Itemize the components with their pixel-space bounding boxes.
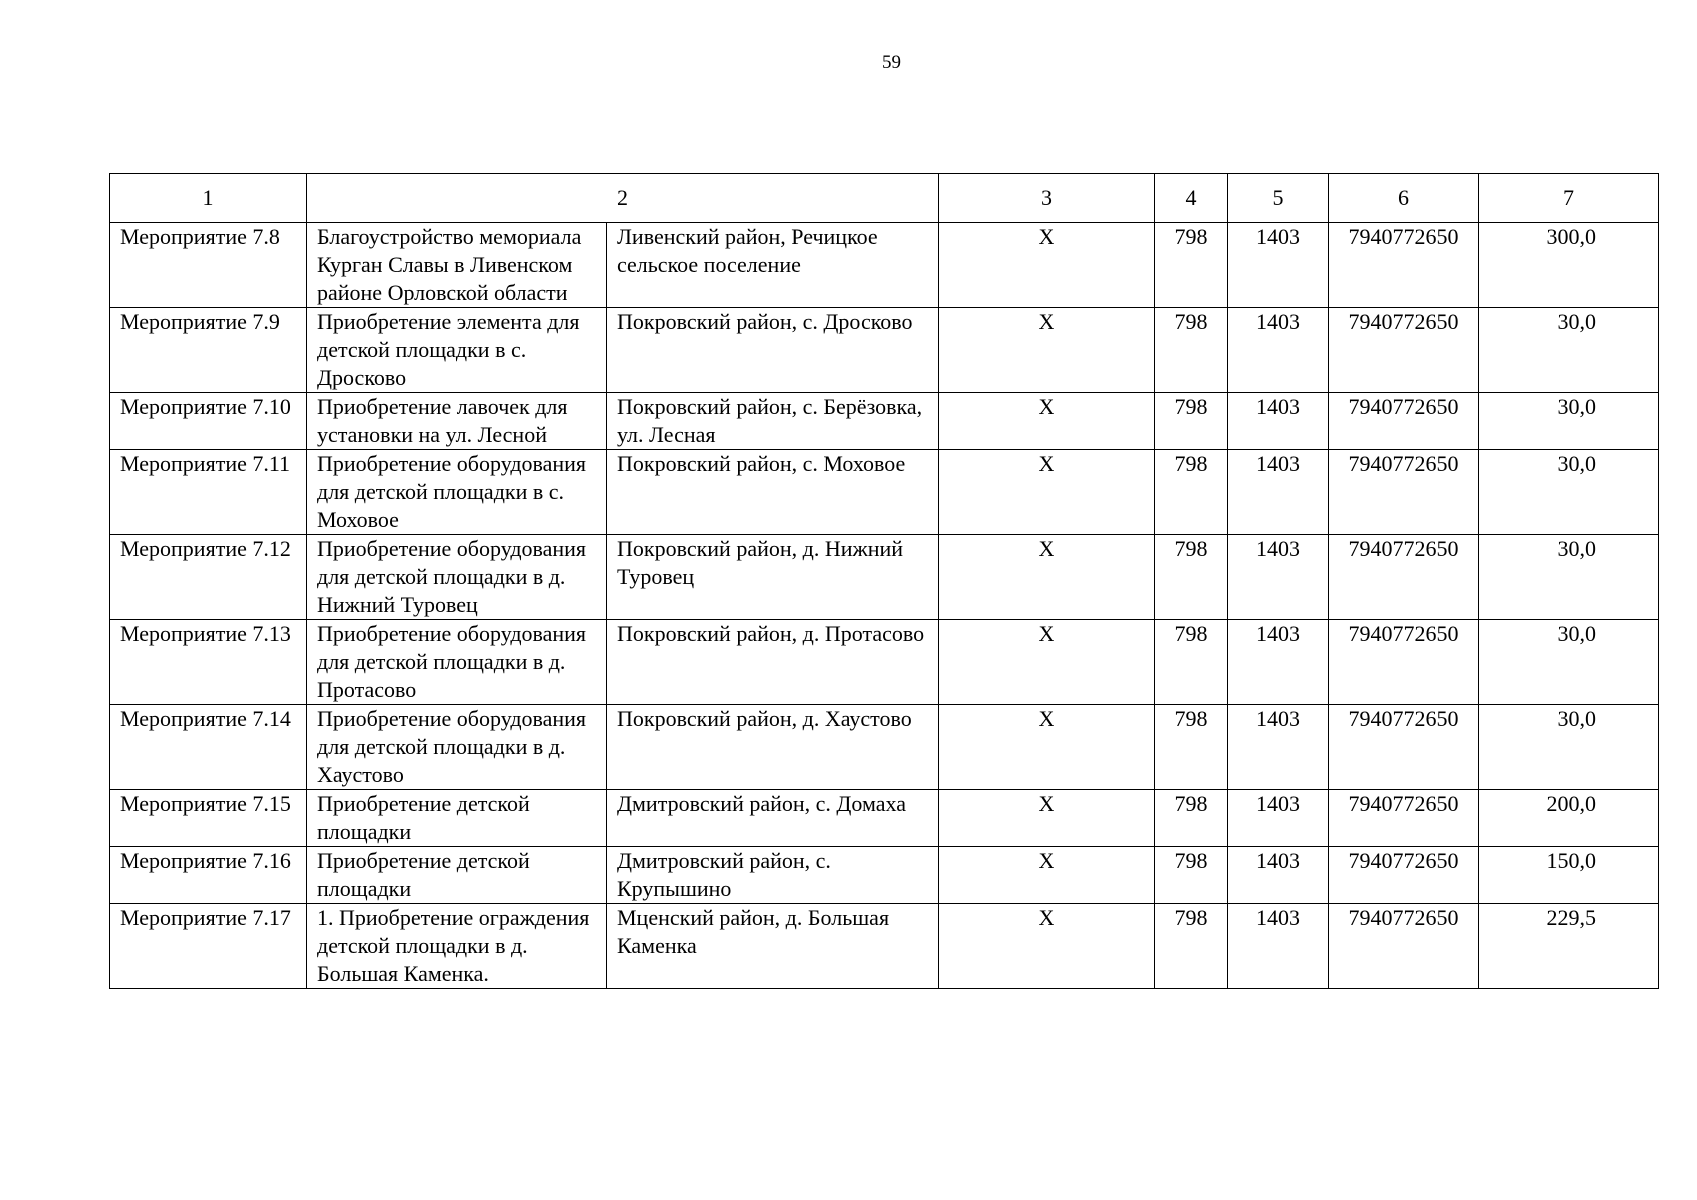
col6-cell: 7940772650 — [1329, 223, 1479, 308]
header-cell-6: 6 — [1329, 174, 1479, 223]
col5-cell: 1403 — [1228, 393, 1329, 450]
location-cell: Покровский район, с. Берёзовка, ул. Лесная — [607, 393, 939, 450]
col3-cell: Х — [939, 620, 1155, 705]
col7-cell: 30,0 — [1479, 620, 1659, 705]
col4-cell: 798 — [1155, 223, 1228, 308]
col6-cell: 7940772650 — [1329, 535, 1479, 620]
event-cell: Мероприятие 7.14 — [110, 705, 307, 790]
col5-cell: 1403 — [1228, 904, 1329, 989]
col4-cell: 798 — [1155, 393, 1228, 450]
table-row — [110, 847, 1659, 904]
name-cell: Приобретение оборудования для детской площадки в с. Моховое — [307, 450, 607, 535]
location-cell: Покровский район, с. Дросково — [607, 308, 939, 393]
col6-cell: 7940772650 — [1329, 308, 1479, 393]
name-cell: 1. Приобретение ограждения детской площадки в д. Большая Каменка. — [307, 904, 607, 989]
location-cell: Покровский район, с. Моховое — [607, 450, 939, 535]
col5-cell: 1403 — [1228, 847, 1329, 904]
event-cell: Мероприятие 7.12 — [110, 535, 307, 620]
col5-cell: 1403 — [1228, 535, 1329, 620]
event-cell: Мероприятие 7.13 — [110, 620, 307, 705]
col4-cell: 798 — [1155, 705, 1228, 790]
table-row — [110, 790, 1659, 847]
col5-cell: 1403 — [1228, 790, 1329, 847]
col7-cell: 300,0 — [1479, 223, 1659, 308]
col7-cell: 200,0 — [1479, 790, 1659, 847]
col7-cell: 229,5 — [1479, 904, 1659, 989]
col4-cell: 798 — [1155, 620, 1228, 705]
col4-cell: 798 — [1155, 450, 1228, 535]
name-cell: Приобретение детской площадки — [307, 790, 607, 847]
header-cell-5: 5 — [1228, 174, 1329, 223]
table-row — [110, 393, 1659, 450]
header-cell-2: 2 — [307, 174, 939, 223]
table-row — [110, 620, 1659, 705]
col7-cell: 30,0 — [1479, 535, 1659, 620]
header-cell-4: 4 — [1155, 174, 1228, 223]
location-cell: Покровский район, д. Нижний Туровец — [607, 535, 939, 620]
table-row — [110, 223, 1659, 308]
event-cell: Мероприятие 7.11 — [110, 450, 307, 535]
col3-cell: Х — [939, 535, 1155, 620]
location-cell: Ливенский район, Речицкое сельское поселение — [607, 223, 939, 308]
col5-cell: 1403 — [1228, 308, 1329, 393]
col6-cell: 7940772650 — [1329, 620, 1479, 705]
col3-cell: Х — [939, 393, 1155, 450]
col5-cell: 1403 — [1228, 620, 1329, 705]
col3-cell: Х — [939, 904, 1155, 989]
col5-cell: 1403 — [1228, 705, 1329, 790]
event-cell: Мероприятие 7.10 — [110, 393, 307, 450]
col5-cell: 1403 — [1228, 450, 1329, 535]
table-body — [110, 223, 1659, 989]
name-cell: Приобретение лавочек для установки на ул. Лесной — [307, 393, 607, 450]
col5-cell: 1403 — [1228, 223, 1329, 308]
table-row — [110, 705, 1659, 790]
col6-cell: 7940772650 — [1329, 847, 1479, 904]
name-cell: Приобретение оборудования для детской площадки в д. Хаустово — [307, 705, 607, 790]
name-cell: Благоустройство мемориала Курган Славы в Ливенском районе Орловской области — [307, 223, 607, 308]
location-cell: Мценский район, д. Большая Каменка — [607, 904, 939, 989]
col4-cell: 798 — [1155, 790, 1228, 847]
location-cell: Дмитровский район, с. Крупышино — [607, 847, 939, 904]
location-cell: Покровский район, д. Протасово — [607, 620, 939, 705]
name-cell: Приобретение элемента для детской площадки в с. Дросково — [307, 308, 607, 393]
col4-cell: 798 — [1155, 847, 1228, 904]
col4-cell: 798 — [1155, 904, 1228, 989]
table-row — [110, 450, 1659, 535]
col6-cell: 7940772650 — [1329, 393, 1479, 450]
table-header — [110, 174, 1659, 223]
name-cell: Приобретение оборудования для детской площадки в д. Протасово — [307, 620, 607, 705]
col6-cell: 7940772650 — [1329, 790, 1479, 847]
name-cell: Приобретение оборудования для детской площадки в д. Нижний Туровец — [307, 535, 607, 620]
col4-cell: 798 — [1155, 535, 1228, 620]
col7-cell: 30,0 — [1479, 393, 1659, 450]
event-cell: Мероприятие 7.16 — [110, 847, 307, 904]
event-cell: Мероприятие 7.15 — [110, 790, 307, 847]
col3-cell: Х — [939, 847, 1155, 904]
col6-cell: 7940772650 — [1329, 450, 1479, 535]
location-cell: Дмитровский район, с. Домаха — [607, 790, 939, 847]
col3-cell: Х — [939, 308, 1155, 393]
col3-cell: Х — [939, 790, 1155, 847]
location-cell: Покровский район, д. Хаустово — [607, 705, 939, 790]
table-row — [110, 308, 1659, 393]
col6-cell: 7940772650 — [1329, 904, 1479, 989]
page-number: 59 — [882, 52, 901, 73]
col4-cell: 798 — [1155, 308, 1228, 393]
budget-table — [109, 173, 1659, 989]
event-cell: Мероприятие 7.9 — [110, 308, 307, 393]
header-cell-3: 3 — [939, 174, 1155, 223]
col7-cell: 30,0 — [1479, 308, 1659, 393]
header-cell-1: 1 — [110, 174, 307, 223]
col6-cell: 7940772650 — [1329, 705, 1479, 790]
header-row — [110, 174, 1659, 223]
col7-cell: 30,0 — [1479, 705, 1659, 790]
event-cell: Мероприятие 7.17 — [110, 904, 307, 989]
col3-cell: Х — [939, 223, 1155, 308]
col7-cell: 30,0 — [1479, 450, 1659, 535]
col7-cell: 150,0 — [1479, 847, 1659, 904]
name-cell: Приобретение детской площадки — [307, 847, 607, 904]
event-cell: Мероприятие 7.8 — [110, 223, 307, 308]
table-row — [110, 535, 1659, 620]
header-cell-7: 7 — [1479, 174, 1659, 223]
table-row — [110, 904, 1659, 989]
col3-cell: Х — [939, 450, 1155, 535]
col3-cell: Х — [939, 705, 1155, 790]
